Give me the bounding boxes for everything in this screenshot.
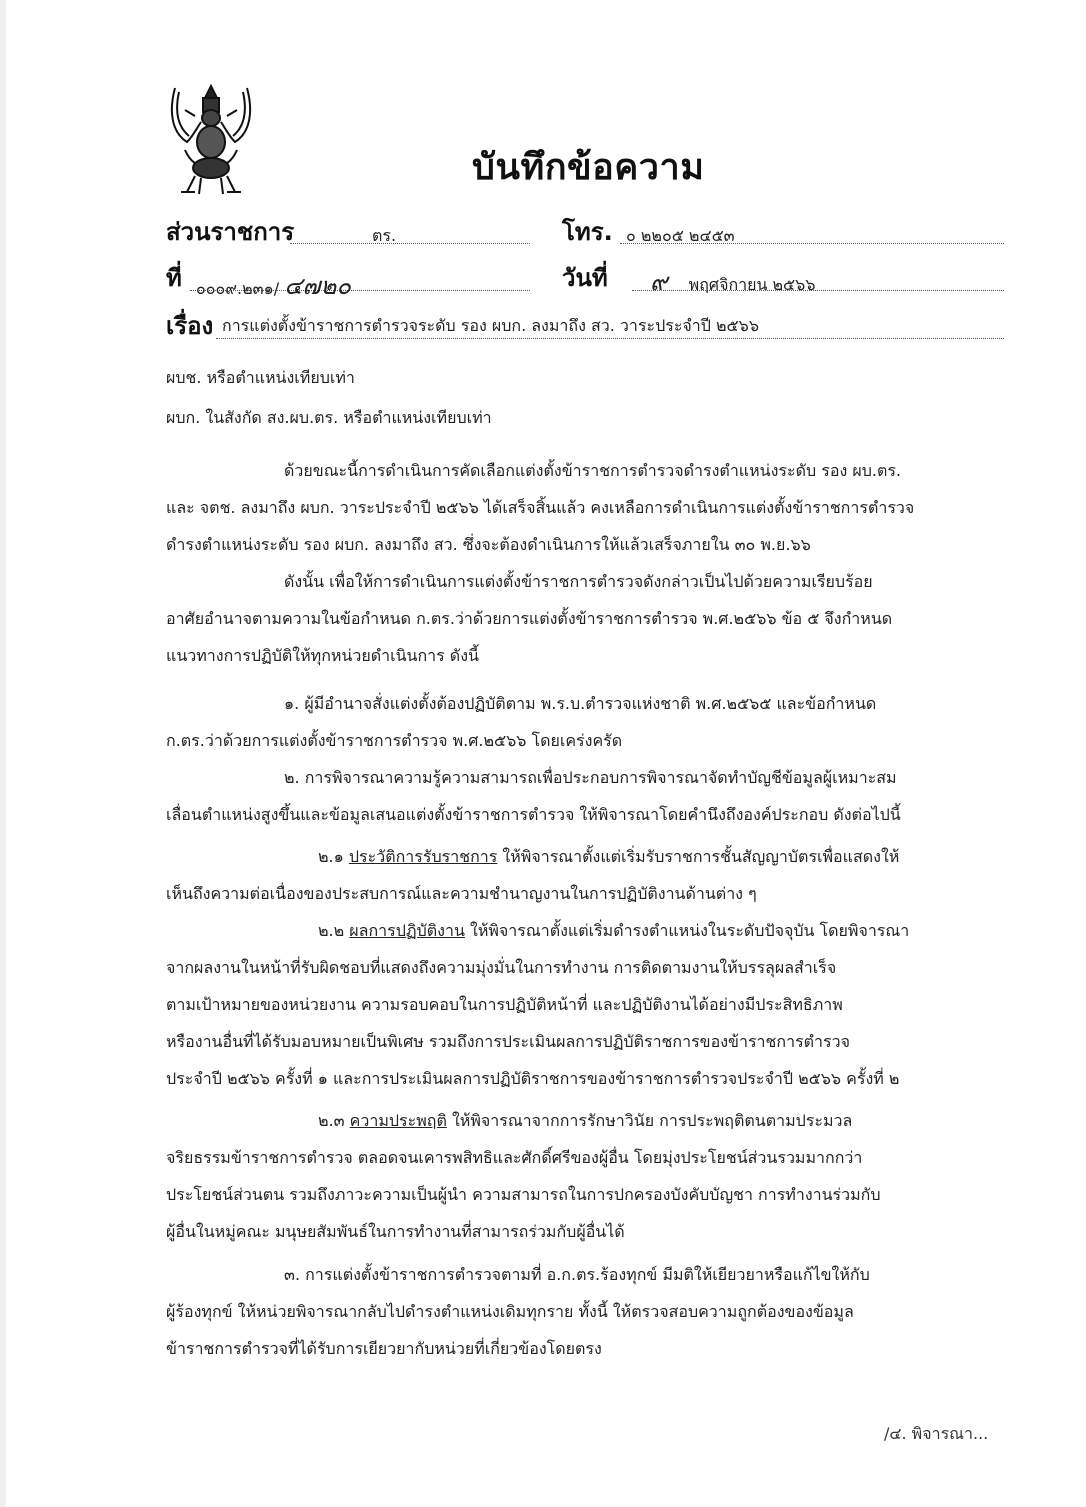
phone-value: ๐ ๒๒๐๕ ๒๔๕๓ <box>626 226 735 245</box>
p1-line-1: ด้วยขณะนี้การดำเนินการคัดเลือกแต่งตั้งข้าราชการตำรวจดำรงตำแหน่งระดับ รอง ผบ.ตร. <box>284 461 902 480</box>
reference-label: ที่ <box>166 264 182 292</box>
date-label: วันที่ <box>562 264 608 292</box>
item2-line-1: ๒. การพิจารณาความรู้ความสามารถเพื่อประกอบการพิจารณาจัดทำบัญชีข้อมูลผู้เหมาะสม <box>284 768 897 787</box>
item2-2-line-5: ประจำปี ๒๕๖๖ ครั้งที่ ๑ และการประเมินผลการปฏิบัติราชการของข้าราชการตำรวจประจำปี ๒๕๖๖ ครั้งที่ ๒ <box>166 1069 900 1088</box>
item2-3-heading: ความประพฤติ <box>349 1111 447 1130</box>
item2-2-line-3: ตามเป้าหมายของหน่วยงาน ความรอบคอบในการปฏิบัติหน้าที่ และปฏิบัติงานได้อย่างมีประสิทธิภาพ <box>166 995 843 1014</box>
item2-1-number: ๒.๑ <box>318 847 344 866</box>
reference-number-printed: ๐๐๐๙.๒๓๑/ <box>196 279 280 298</box>
item2-3-line-3: ประโยชน์ส่วนตน รวมถึงภาวะความเป็นผู้นำ ความสามารถในการปกครองบังคับบัญชา การทำงานร่วมกับ <box>166 1185 881 1204</box>
item3-line-3: ข้าราชการตำรวจที่ได้รับการเยียวยากับหน่วยที่เกี่ยวข้องโดยตรง <box>166 1339 602 1358</box>
p2-line-1: ดังนั้น เพื่อให้การดำเนินการแต่งตั้งข้าราชการตำรวจดังกล่าวเป็นไปด้วยความเรียบร้อย <box>284 572 873 591</box>
item2-1-heading: ประวัติการรับราชการ <box>348 847 498 866</box>
phone-label: โทร. <box>562 218 613 246</box>
item2-3-line-1 <box>318 1110 852 1132</box>
continuation-note: /๔. พิจารณา... <box>884 1424 989 1443</box>
reference-number-handwritten: ๔๗๒๐ <box>284 272 351 300</box>
item2-3-number: ๒.๓ <box>318 1111 345 1130</box>
item2-3-line-4: ผู้อื่นในหมู่คณะ มนุษยสัมพันธ์ในการทำงานที่สามารถร่วมกับผู้อื่นได้ <box>166 1222 625 1241</box>
p1-line-2: และ จตช. ลงมาถึง ผบก. วาระประจำปี ๒๕๖๖ ได้เสร็จสิ้นแล้ว คงเหลือการดำเนินการแต่งตั้งข้าราชการตำรวจ <box>166 498 915 517</box>
item2-2-line-2: จากผลงานในหน้าที่รับผิดชอบที่แสดงถึงความมุ่งมั่นในการทำงาน การติดตามงานให้บรรลุผลสำเร็จ <box>166 958 837 977</box>
item1-line-2: ก.ตร.ว่าด้วยการแต่งตั้งข้าราชการตำรวจ พ.ศ.๒๕๖๖ โดยเคร่งครัด <box>166 731 623 750</box>
item2-1-line-1 <box>318 846 899 868</box>
p2-line-3: แนวทางการปฏิบัติให้ทุกหน่วยดำเนินการ ดังนี้ <box>166 646 479 665</box>
date-month-year: พฤศจิกายน ๒๕๖๖ <box>688 275 816 294</box>
addressee-2: ผบก. ในสังกัด สง.ผบ.ตร. หรือตำแหน่งเทียบเท่า <box>166 408 492 427</box>
department-value: ตร. <box>372 226 397 245</box>
item2-2-line-1 <box>318 920 909 942</box>
item1-line-1: ๑. ผู้มีอำนาจสั่งแต่งตั้งต้องปฏิบัติตาม พ.ร.บ.ตำรวจแห่งชาติ พ.ศ.๒๕๖๕ และข้อกำหนด <box>284 694 877 713</box>
item2-2-line-4: หรืองานอื่นที่ได้รับมอบหมายเป็นพิเศษ รวมถึงการประเมินผลการปฏิบัติราชการของข้าราชการตำรวจ <box>166 1032 850 1051</box>
subject-label: เรื่อง <box>166 312 214 340</box>
addressee-1: ผบช. หรือตำแหน่งเทียบเท่า <box>166 368 355 387</box>
date-value <box>650 262 815 301</box>
p2-line-2: อาศัยอำนาจตามความในข้อกำหนด ก.ตร.ว่าด้วยการแต่งตั้งข้าราชการตำรวจ พ.ศ.๒๕๖๖ ข้อ ๕ จึงกำหนด <box>166 609 893 628</box>
item3-line-2: ผู้ร้องทุกข์ ให้หน่วยพิจารณากลับไปดำรงตำแหน่งเดิมทุกราย ทั้งนี้ ให้ตรวจสอบความถูกต้องของข้อมูล <box>166 1302 854 1321</box>
item2-line-2: เลื่อนตำแหน่งสูงขึ้นและข้อมูลเสนอแต่งตั้งข้าราชการตำรวจ ให้พิจารณาโดยคำนึงถึงองค์ประกอบ ดังต่อไปนี้ <box>166 805 901 824</box>
document-title: บันทึกข้อความ <box>472 147 705 188</box>
item2-2-heading: ผลการปฏิบัติงาน <box>349 921 465 940</box>
subject-value: การแต่งตั้งข้าราชการตำรวจระดับ รอง ผบก. ลงมาถึง สว. วาระประจำปี ๒๕๖๖ <box>222 316 759 335</box>
item2-3-text: ให้พิจารณาจากการรักษาวินัย การประพฤติตนตามประมวล <box>451 1111 853 1130</box>
garuda-emblem-icon <box>165 80 257 198</box>
item2-2-text: ให้พิจารณาตั้งแต่เริ่มดำรงตำแหน่งในระดับปัจจุบัน โดยพิจารณา <box>470 921 910 940</box>
item2-3-line-2: จริยธรรมข้าราชการตำรวจ ตลอดจนเคารพสิทธิและศักดิ์ศรีของผู้อื่น โดยมุ่งประโยชน์ส่วนรวมมากกว่า <box>166 1148 863 1167</box>
date-day-handwritten: ๙ <box>650 268 668 296</box>
reference-number <box>196 266 351 305</box>
item2-2-number: ๒.๒ <box>318 921 345 940</box>
department-dotted-line <box>290 243 530 244</box>
item3-line-1: ๓. การแต่งตั้งข้าราชการตำรวจตามที่ อ.ก.ตร.ร้องทุกข์ มีมติให้เยียวยาหรือแก้ไขให้กับ <box>284 1265 870 1284</box>
item2-1-text: ให้พิจารณาตั้งแต่เริ่มรับราชการชั้นสัญญาบัตรเพื่อแสดงให้ <box>502 847 900 866</box>
department-label: ส่วนราชการ <box>166 218 295 246</box>
item2-1-line-2: เห็นถึงความต่อเนื่องของประสบการณ์และความชำนาญงานในการปฏิบัติงานด้านต่าง ๆ <box>166 884 757 903</box>
p1-line-3: ดำรงตำแหน่งระดับ รอง ผบก. ลงมาถึง สว. ซึ่งจะต้องดำเนินการให้แล้วเสร็จภายใน ๓๐ พ.ย.๖๖ <box>166 535 811 554</box>
